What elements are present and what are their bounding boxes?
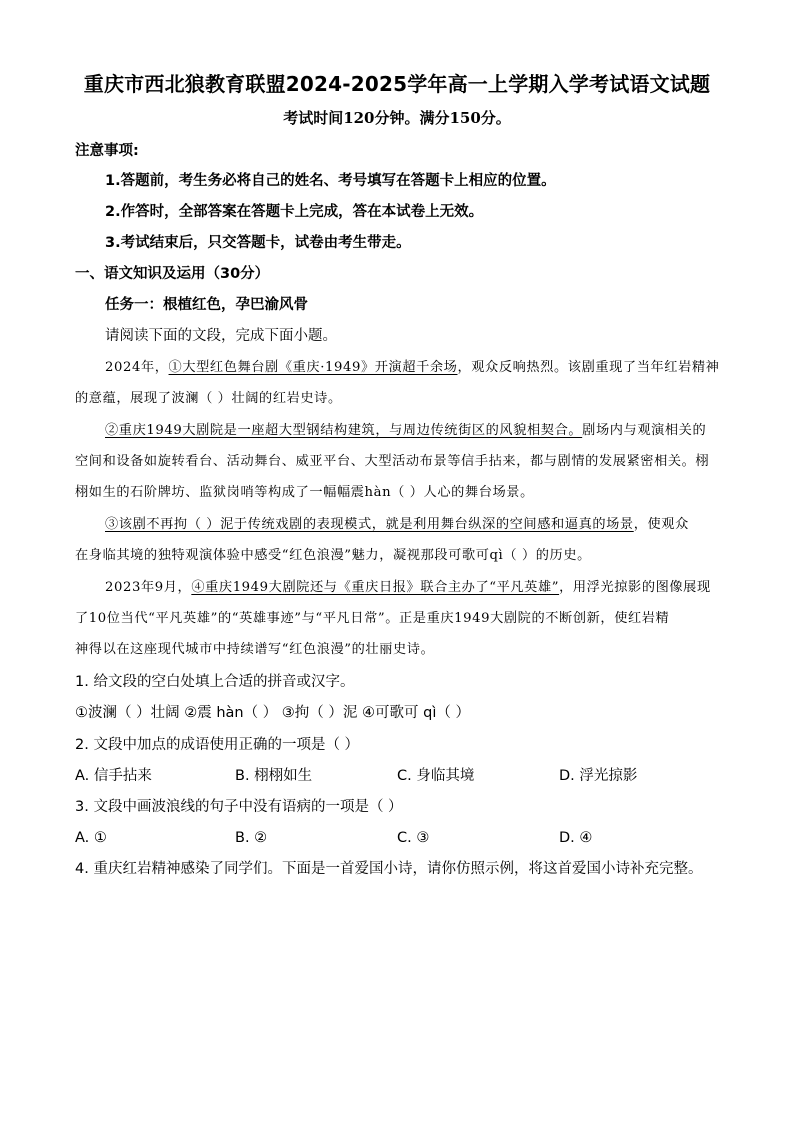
notice-heading: 注意事项: <box>75 143 139 159</box>
question-1: 1. 给文段的空白处填上合适的拼音或汉字。 <box>75 674 355 690</box>
passage-line <box>105 421 706 441</box>
q3-option-a: A. ① <box>75 830 107 846</box>
passage-line: 的意蕴，展现了波澜（ ）壮阔的红岩史诗。 <box>75 391 342 406</box>
passage-line: 了10位当代“平凡英雄”的“英雄事迹”与“平凡日常”。正是重庆1949大剧院的不断创新，使红岩精 <box>75 611 670 626</box>
passage-line: 空间和设备如旋转看台、活动舞台、威亚平台、大型活动布景等信手拈来，都与剧情的发展紧密相关。栩 <box>75 454 710 469</box>
passage-text: ，观众反响热烈。该剧重现了当年红岩精神 <box>457 360 720 375</box>
task-heading: 任务一：根植红色，孕巴渝风骨 <box>105 297 308 313</box>
passage-line: 栩如生的石阶牌坊、监狱岗哨等构成了一幅幅震hàn（ ）人心的舞台场景。 <box>75 485 534 500</box>
passage-line <box>105 515 689 535</box>
notice-item-1: 1.答题前，考生务必将自己的姓名、考号填写在答题卡上相应的位置。 <box>105 173 556 189</box>
section-heading: 一、语文知识及运用（30分） <box>75 266 270 282</box>
wavy-sentence-2: ②重庆1949大剧院是一座超大型钢结构建筑，与周边传统街区的风貌相契合。 <box>105 423 583 438</box>
question-3: 3. 文段中画波浪线的句子中没有语病的一项是（ ） <box>75 799 403 815</box>
passage-text: 2024年， <box>105 360 169 375</box>
exam-time-note: 考试时间120分钟。满分150分。 <box>283 109 511 127</box>
page-title: 重庆市西北狼教育联盟2024-2025学年高一上学期入学考试语文试题 <box>83 72 711 96</box>
passage-text: ，使观众 <box>633 517 689 532</box>
question-4: 4. 重庆红岩精神感染了同学们。下面是一首爱国小诗，请你仿照示例，将这首爱国小诗补充完整。 <box>75 861 703 877</box>
notice-item-3: 3.考试结束后，只交答题卡，试卷由考生带走。 <box>105 235 411 251</box>
notice-item-2: 2.作答时，全部答案在答题卡上完成，答在本试卷上无效。 <box>105 204 484 220</box>
wavy-sentence-3: ③该剧不再拘（ ）泥于传统戏剧的表现模式，就是利用舞台纵深的空间感和逼真的场景 <box>105 517 634 532</box>
passage-text: 2023年9月， <box>105 580 192 595</box>
q2-option-b: B. 栩栩如生 <box>235 768 313 784</box>
passage-line <box>105 358 719 378</box>
passage-line: 在身临其境的独特观演体验中感受“红色浪漫”魅力，凝视那段可歌可qì（ ）的历史。 <box>75 548 591 563</box>
q2-option-a: A. 信手拈来 <box>75 768 152 784</box>
wavy-sentence-1: ①大型红色舞台剧《重庆·1949》开演超千余场 <box>168 360 458 375</box>
question-2: 2. 文段中加点的成语使用正确的一项是（ ） <box>75 737 360 753</box>
wavy-sentence-4: ④重庆1949大剧院还与《重庆日报》联合主办了“平凡英雄” <box>191 580 560 595</box>
q3-option-c: C. ③ <box>397 830 430 846</box>
passage-line: 神得以在这座现代城市中持续谱写“红色浪漫”的壮丽史诗。 <box>75 642 435 657</box>
passage-text: 剧场内与观演相关的 <box>582 423 707 438</box>
q2-option-d: D. 浮光掠影 <box>559 768 638 784</box>
passage-text: ，用浮光掠影的图像展现 <box>559 580 711 595</box>
passage-line <box>105 578 711 598</box>
question-1-blanks: ①波澜（ ）壮阔 ②震 hàn（ ） ③拘（ ）泥 ④可歌可 qì（ ） <box>75 705 470 721</box>
q3-option-b: B. ② <box>235 830 268 846</box>
q3-option-d: D. ④ <box>559 830 593 846</box>
q2-option-c: C. 身临其境 <box>397 768 475 784</box>
instruction-text: 请阅读下面的文段，完成下面小题。 <box>105 328 337 344</box>
